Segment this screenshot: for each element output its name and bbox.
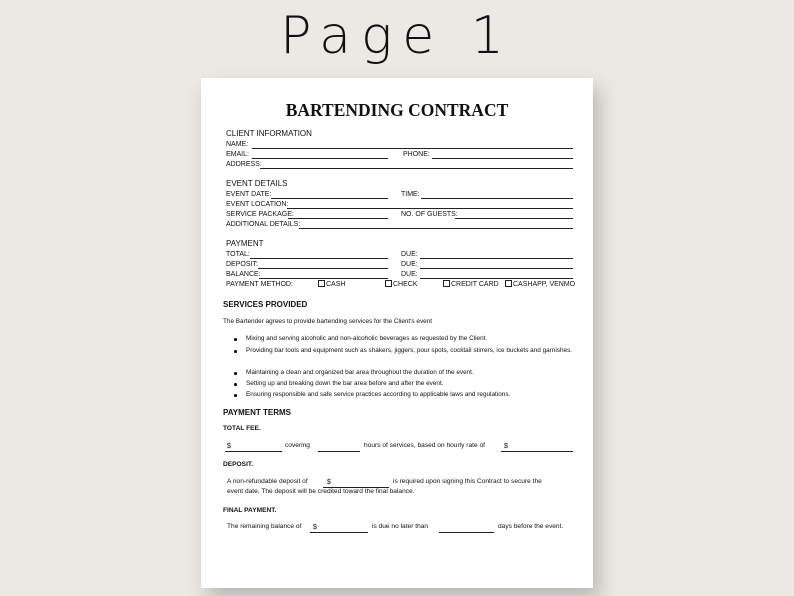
cash-checkbox[interactable] — [318, 280, 325, 287]
deposit-text-line2: event date. The deposit will be credited toward the final balance. — [227, 488, 415, 495]
total-label: TOTAL: — [226, 251, 250, 258]
guests-field[interactable] — [455, 218, 573, 219]
service-package-field[interactable] — [288, 218, 388, 219]
credit-card-option[interactable] — [443, 280, 499, 288]
total-fee-field[interactable] — [225, 451, 282, 452]
hours-text: hours of services, based on hourly rate of — [364, 442, 485, 449]
payment-terms-heading: PAYMENT TERMS — [223, 408, 292, 417]
event-date-label: EVENT DATE: — [226, 191, 272, 198]
bullet-5 — [234, 394, 237, 397]
total-due-field[interactable] — [420, 258, 573, 259]
balance-field[interactable] — [259, 278, 388, 279]
check-option-label: CHECK — [393, 281, 418, 288]
cashapp-venmo-option-label: CASHAPP, VENMO — [513, 281, 576, 288]
final-balance-field[interactable] — [310, 532, 368, 533]
covering-text: covering — [285, 442, 310, 449]
time-field[interactable] — [421, 198, 573, 199]
payment-heading: PAYMENT — [226, 239, 264, 248]
contract-title: BARTENDING CONTRACT — [285, 100, 509, 120]
page-label: Page 1 — [280, 6, 514, 66]
bullet-4 — [234, 383, 237, 386]
event-location-label: EVENT LOCATION: — [226, 201, 289, 208]
bullet-1 — [234, 338, 237, 341]
payment-method-label: PAYMENT METHOD: — [226, 281, 293, 288]
cash-option[interactable] — [318, 280, 345, 288]
deposit-due-field[interactable] — [420, 268, 573, 269]
service-item-1: Mixing and serving alcoholic and non-alcoholic beverages as requested by the Client. — [246, 335, 488, 342]
total-fee-heading: TOTAL FEE. — [223, 425, 261, 432]
event-date-field[interactable] — [271, 198, 388, 199]
service-item-2: Providing bar tools and equipment such as shakers, jiggers, pour spots, cocktail stirrers, ice buckets and garnishes. — [246, 347, 573, 354]
final-days-field[interactable] — [439, 532, 494, 533]
phone-label: PHONE: — [403, 151, 430, 158]
additional-details-field[interactable] — [299, 228, 573, 229]
credit-card-checkbox[interactable] — [443, 280, 450, 287]
contract-sheet — [201, 78, 593, 588]
final-text-mid: is due no later than — [372, 523, 429, 530]
deposit-currency: $ — [327, 479, 331, 486]
final-text-post: days before the event. — [498, 523, 564, 530]
hourly-rate-currency: $ — [504, 443, 508, 450]
deposit-heading: DEPOSIT. — [223, 461, 254, 468]
check-checkbox[interactable] — [385, 280, 392, 287]
cash-option-label: CASH — [326, 281, 346, 288]
email-field[interactable] — [252, 158, 388, 159]
check-option[interactable] — [385, 280, 418, 288]
deposit-text-pre: A non-refundable deposit of — [227, 478, 308, 485]
balance-due-label: DUE: — [401, 271, 418, 278]
deposit-due-label: DUE: — [401, 261, 418, 268]
name-field[interactable] — [252, 148, 573, 149]
time-label: TIME: — [401, 191, 420, 198]
cashapp-venmo-option[interactable] — [505, 280, 575, 288]
guests-label: NO. OF GUESTS: — [401, 211, 458, 218]
event-location-field[interactable] — [287, 208, 573, 209]
client-info-heading: CLIENT INFORMATION — [226, 129, 312, 138]
services-intro: The Bartender agrees to provide bartending services for the Client's event — [223, 318, 433, 325]
balance-due-field[interactable] — [420, 278, 573, 279]
final-currency: $ — [313, 524, 317, 531]
total-field[interactable] — [250, 258, 388, 259]
final-payment-heading: FINAL PAYMENT. — [223, 507, 277, 514]
bullet-2 — [234, 350, 237, 353]
name-label: NAME: — [226, 141, 249, 148]
cashapp-venmo-checkbox[interactable] — [505, 280, 512, 287]
event-details-heading: EVENT DETAILS — [226, 179, 288, 188]
deposit-text-post: is required upon signing this Contract to secure the — [393, 478, 542, 485]
phone-field[interactable] — [432, 158, 573, 159]
bullet-3 — [234, 372, 237, 375]
final-text-pre: The remaining balance of — [227, 523, 302, 530]
hourly-rate-field[interactable] — [501, 451, 573, 452]
service-item-4: Setting up and breaking down the bar area before and after the event. — [246, 380, 444, 387]
address-field[interactable] — [260, 168, 573, 169]
address-label: ADDRESS: — [226, 161, 262, 168]
balance-label: BALANCE: — [226, 271, 261, 278]
email-label: EMAIL: — [226, 151, 249, 158]
additional-details-label: ADDITIONAL DETAILS: — [226, 221, 301, 228]
total-due-label: DUE: — [401, 251, 418, 258]
total-fee-currency: $ — [227, 443, 231, 450]
credit-card-option-label: CREDIT CARD — [451, 281, 499, 288]
services-heading: SERVICES PROVIDED — [223, 300, 308, 309]
service-item-3: Maintaining a clean and organized bar area throughout the duration of the event. — [246, 369, 474, 376]
deposit-field[interactable] — [258, 268, 388, 269]
service-item-5: Ensuring responsible and safe service practices according to applicable laws and regulations. — [246, 391, 511, 398]
hours-field[interactable] — [318, 451, 360, 452]
service-package-label: SERVICE PACKAGE: — [226, 211, 294, 218]
deposit-label: DEPOSIT: — [226, 261, 258, 268]
